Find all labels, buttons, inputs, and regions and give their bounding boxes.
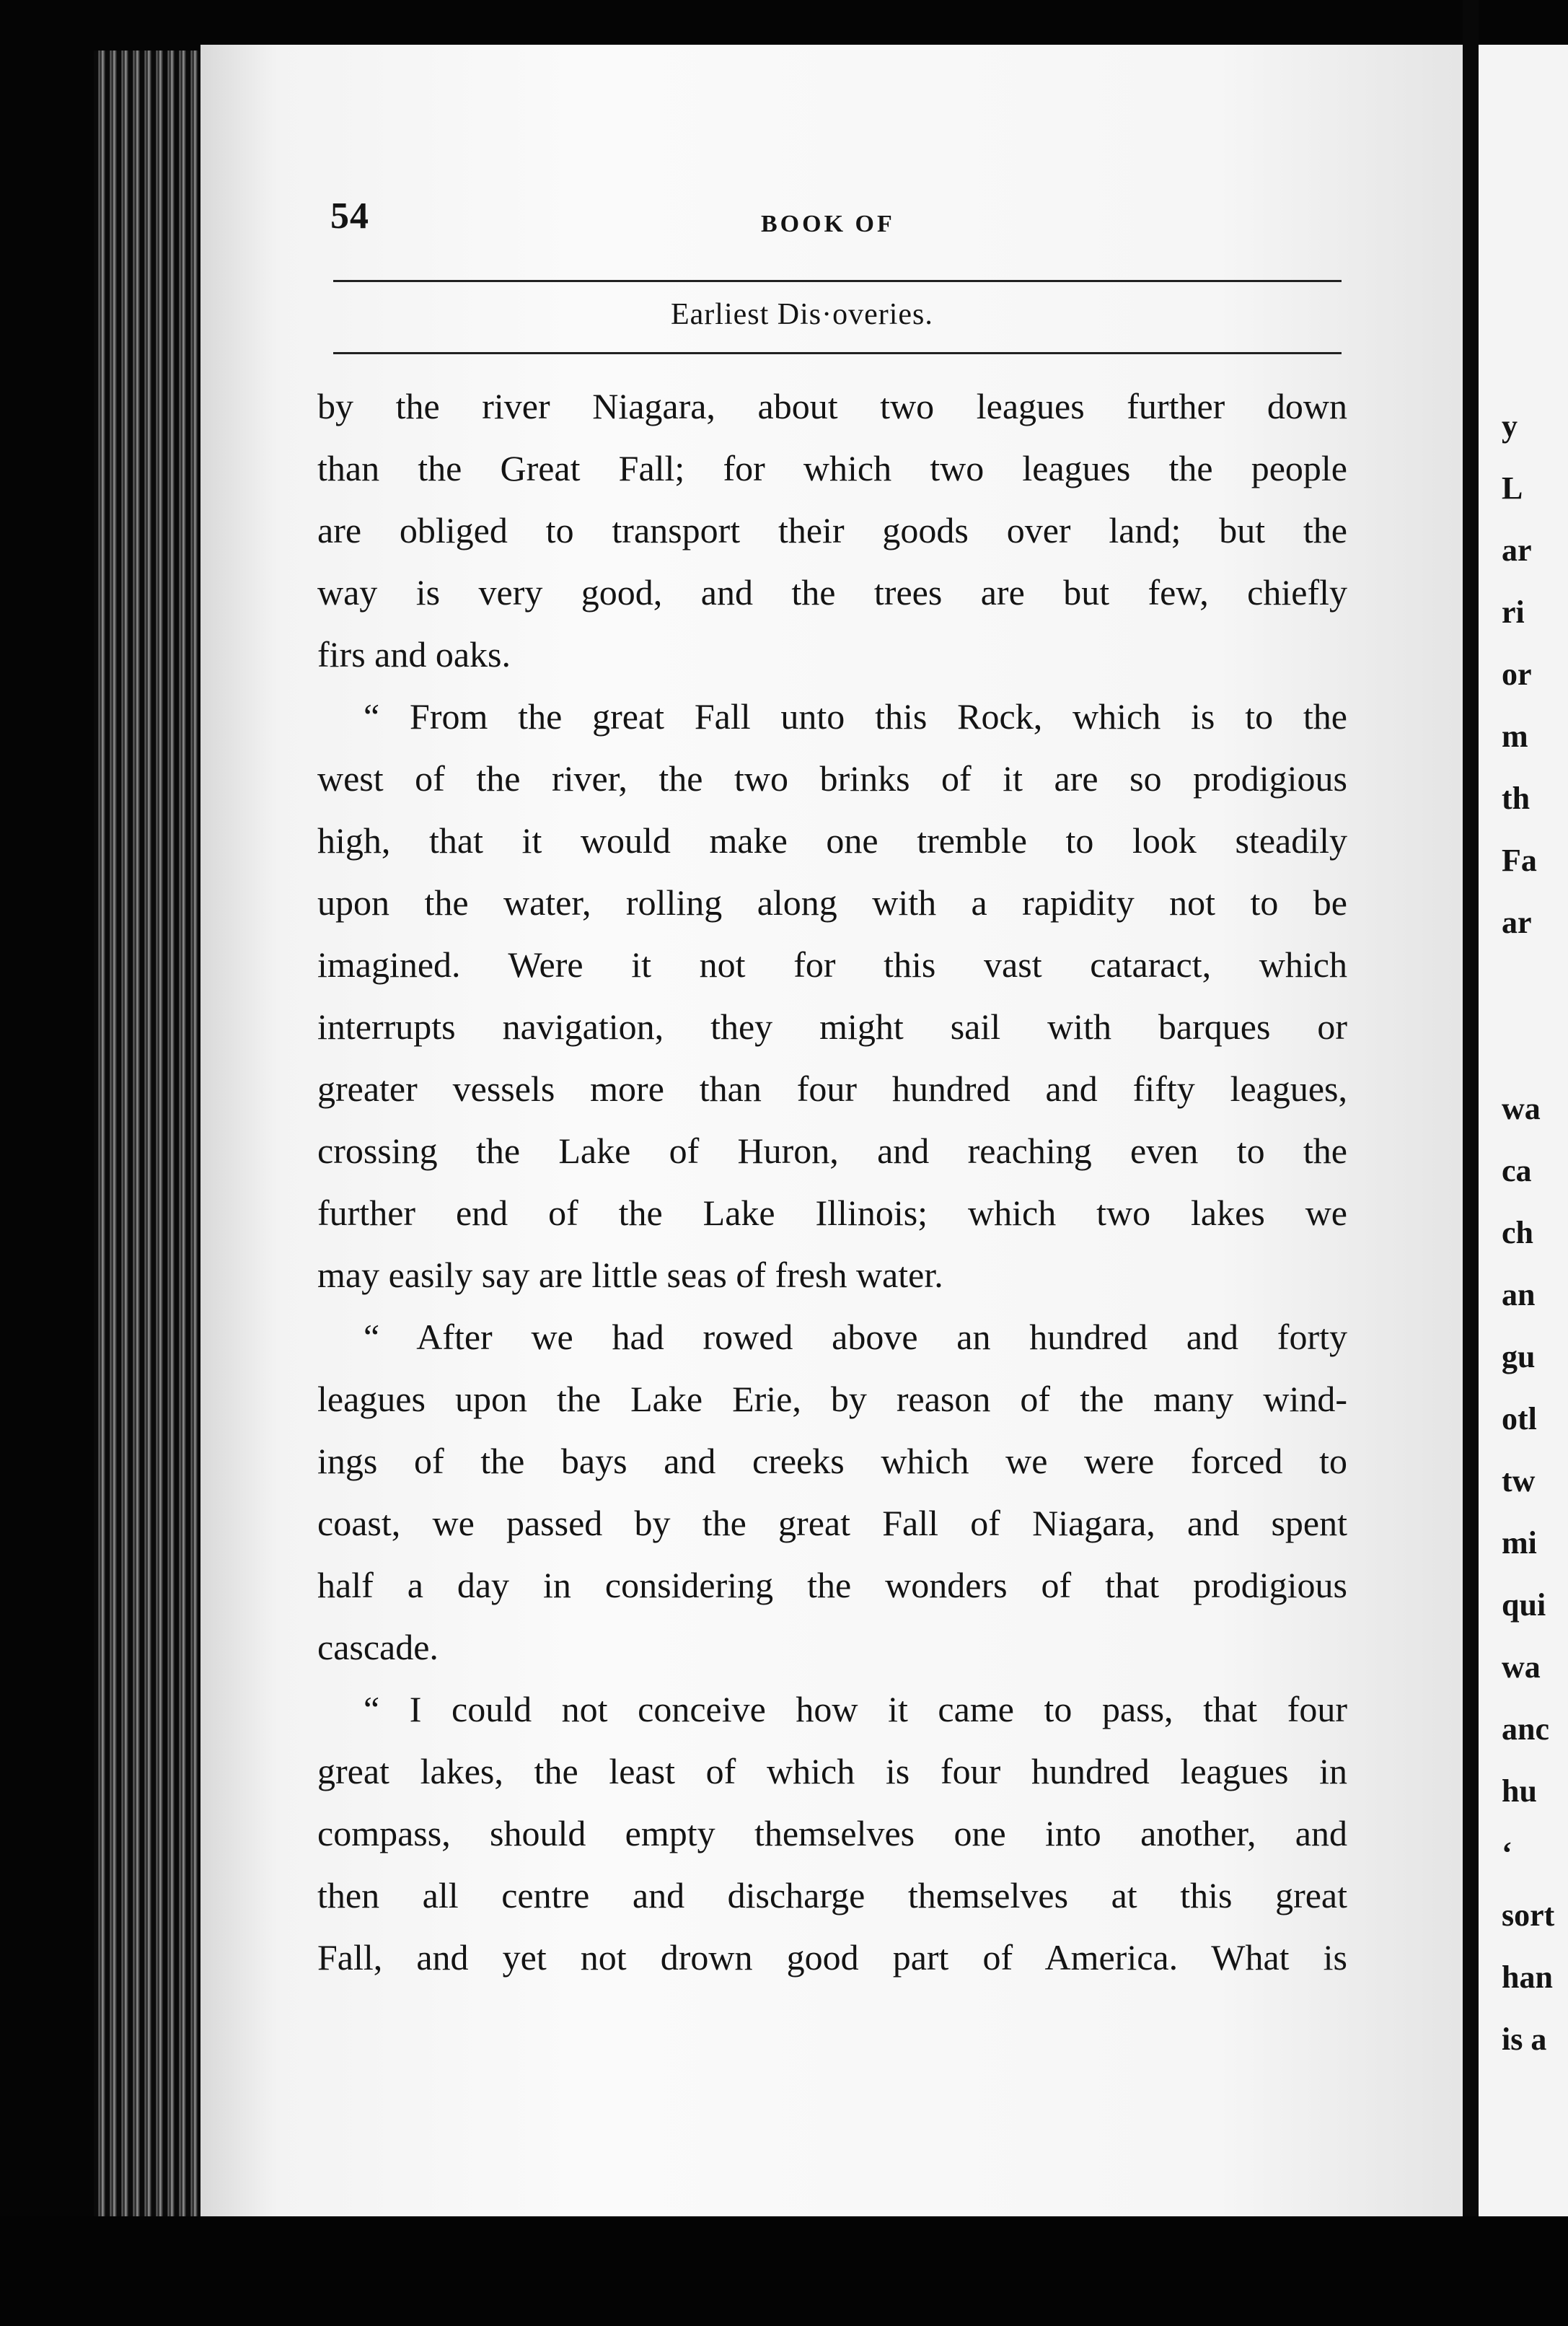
text-line: firs and oaks. xyxy=(317,634,511,675)
text-line: than the Great Fall; for which two leagues the people xyxy=(317,448,1347,488)
text-line: may easily say are little seas of fresh water. xyxy=(317,1255,943,1295)
text-line: imagined. Were it not for this vast cataract, which xyxy=(317,944,1347,985)
book-spine-edges xyxy=(94,51,202,2326)
fragment: gu xyxy=(1502,1339,1536,1374)
text-line: west of the river, the two brinks of it are so prodigious xyxy=(317,758,1347,799)
fragment: wa xyxy=(1502,1649,1541,1685)
fragment: or xyxy=(1502,657,1532,692)
scan-bottom-edge xyxy=(0,2216,1568,2326)
fragment: ‘ xyxy=(1502,1835,1512,1871)
text-line: cascade. xyxy=(317,1627,439,1667)
body-text xyxy=(317,375,1347,1988)
section-title: Earliest Dis·overies. xyxy=(671,298,933,331)
text-line: high, that it would make one tremble to look steadily xyxy=(317,820,1347,861)
fragment: otl xyxy=(1502,1401,1537,1436)
fragment: ca xyxy=(1502,1153,1532,1188)
text-line: great lakes, the least of which is four hundred leagues in xyxy=(317,1751,1347,1791)
text-line: coast, we passed by the great Fall of Niagara, and spent xyxy=(317,1503,1347,1543)
text-line: “ I could not conceive how it came to pass, that four xyxy=(364,1689,1347,1729)
text-line: are obliged to transport their goods over land; but the xyxy=(317,510,1347,550)
fragment: mi xyxy=(1502,1525,1537,1561)
text-line: half a day in considering the wonders of that prodigious xyxy=(317,1565,1347,1605)
fragment: Fa xyxy=(1502,843,1537,878)
fragment: wa xyxy=(1502,1091,1541,1126)
fragment: sort xyxy=(1502,1897,1555,1933)
fragment: y xyxy=(1502,408,1518,444)
fragment: anc xyxy=(1502,1711,1549,1747)
text-line: further end of the Lake Illinois; which two lakes we xyxy=(317,1193,1347,1233)
text-line: greater vessels more than four hundred and fifty leagues, xyxy=(317,1068,1347,1109)
fragment: hu xyxy=(1502,1773,1537,1809)
fragment-gap xyxy=(1502,954,1554,1078)
fragment: m xyxy=(1502,719,1528,754)
text-line: interrupts navigation, they might sail with barques or xyxy=(317,1006,1347,1047)
fragment: L xyxy=(1502,470,1523,506)
fragment: ar xyxy=(1502,532,1532,568)
fragment: tw xyxy=(1502,1463,1536,1498)
header-rule-bottom xyxy=(333,352,1342,354)
fragment: ar xyxy=(1502,905,1532,940)
fragment: is a xyxy=(1502,2022,1547,2057)
fragment: th xyxy=(1502,781,1530,816)
fragment: qui xyxy=(1502,1587,1546,1623)
text-line: by the river Niagara, about two leagues further down xyxy=(317,386,1347,426)
text-line: way is very good, and the trees are but few, chiefly xyxy=(317,572,1347,613)
text-line: “ After we had rowed above an hundred and forty xyxy=(364,1317,1347,1357)
fragment: an xyxy=(1502,1277,1536,1312)
page-number: 54 xyxy=(330,196,369,237)
running-head: BOOK OF xyxy=(761,211,895,237)
text-line: then all centre and discharge themselves at this great xyxy=(317,1875,1347,1915)
text-line: crossing the Lake of Huron, and reaching even to the xyxy=(317,1131,1347,1171)
header-rule-top xyxy=(333,280,1342,282)
text-line: ings of the bays and creeks which we were forced to xyxy=(317,1441,1347,1481)
text-line: upon the water, rolling along with a rapidity not to be xyxy=(317,882,1347,923)
fragment: han xyxy=(1502,1959,1553,1995)
text-line: “ From the great Fall unto this Rock, which is to the xyxy=(364,696,1347,737)
text-line: leagues upon the Lake Erie, by reason of the many wind- xyxy=(317,1379,1347,1419)
text-line: compass, should empty themselves one into another, and xyxy=(317,1813,1347,1853)
text-line: Fall, and yet not drown good part of America. What is xyxy=(317,1937,1347,1978)
fragment: ri xyxy=(1502,594,1525,630)
page-gutter xyxy=(1463,0,1479,2326)
right-page-fragments xyxy=(1502,395,1554,2071)
fragment: ch xyxy=(1502,1215,1533,1250)
